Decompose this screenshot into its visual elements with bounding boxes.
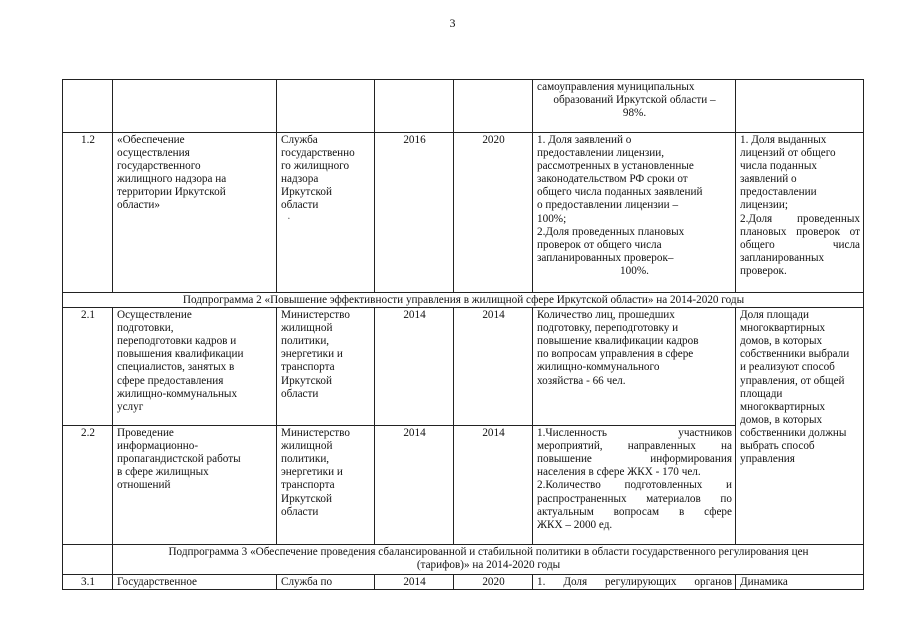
result-line: выбрать способ bbox=[740, 440, 815, 453]
executor-line: жилищной bbox=[281, 322, 333, 335]
executor-line: государственно bbox=[281, 147, 355, 160]
results-cell bbox=[736, 133, 864, 293]
subprogram-row bbox=[63, 545, 864, 575]
result-line: многоквартирных bbox=[740, 322, 826, 335]
executor-line: Иркутской bbox=[281, 186, 332, 199]
executor-line: Министерство bbox=[281, 427, 350, 440]
activity-name-line: специалистов, занятых в bbox=[117, 361, 235, 374]
activity-name-line: повышения квалификации bbox=[117, 348, 244, 361]
result-line: Доля площади bbox=[740, 309, 810, 322]
table-row bbox=[63, 80, 864, 133]
result-line: плановых проверок от bbox=[740, 225, 860, 238]
row-number-cell: 2.1 bbox=[63, 308, 113, 426]
indicator-line: общего числа поданных заявлений bbox=[537, 186, 703, 199]
row-number-cell: 2.2 bbox=[63, 426, 113, 545]
activity-name-line: переподготовки кадров и bbox=[117, 335, 237, 348]
results-cell bbox=[736, 80, 864, 133]
results-cell bbox=[736, 308, 864, 545]
executor-line: области bbox=[281, 199, 319, 212]
activity-name-line: подготовки, bbox=[117, 322, 174, 335]
executor-line: энергетики и bbox=[281, 348, 343, 361]
activity-name-line: области» bbox=[117, 199, 160, 212]
activity-name-line: Проведение bbox=[117, 427, 174, 440]
indicator-line: распространенных материалов по bbox=[537, 492, 732, 505]
subprogram-3-title bbox=[113, 545, 864, 575]
start-year-cell bbox=[375, 80, 454, 133]
indicators-cell bbox=[533, 80, 736, 133]
indicator-line: 2.Доля проведенных плановых bbox=[537, 225, 685, 238]
executor-cell: Служба по bbox=[277, 575, 375, 590]
indicator-line: запланированных проверок– bbox=[537, 251, 674, 264]
start-year-cell: 2014 bbox=[375, 426, 454, 545]
indicators-cell bbox=[533, 575, 736, 590]
row-number-cell: 1.2 bbox=[63, 133, 113, 293]
indicator-line: повышение квалификации кадров bbox=[537, 335, 699, 348]
executor-line: области bbox=[281, 505, 319, 518]
subprogram-row bbox=[63, 293, 864, 308]
indicator-line: законодательством РФ сроки от bbox=[537, 173, 688, 186]
executor-line: Служба bbox=[281, 134, 318, 146]
executor-line: надзора bbox=[281, 173, 319, 186]
executor-line: энергетики и bbox=[281, 466, 343, 479]
executor-line: области bbox=[281, 387, 319, 400]
result-line: домов, в которых bbox=[740, 413, 823, 426]
program-table bbox=[62, 79, 864, 590]
result-line: домов, в которых bbox=[740, 335, 823, 348]
activity-name-line: пропагандистской работы bbox=[117, 453, 241, 466]
indicator-line: 100%; bbox=[537, 212, 567, 225]
table-row bbox=[63, 575, 864, 590]
indicator-line: ЖКХ – 2000 ед. bbox=[537, 518, 613, 531]
indicator-line: 1. Доля заявлений о bbox=[537, 134, 632, 146]
row-number-cell: 3.1 bbox=[63, 575, 113, 590]
result-line: 1. Доля выданных bbox=[740, 134, 827, 146]
result-line: собственники должны bbox=[740, 426, 847, 439]
activity-name-line: «Обеспечение bbox=[117, 134, 185, 146]
indicator-line: актуальным вопросам в сфере bbox=[537, 505, 732, 518]
activity-name-line: территории Иркутской bbox=[117, 186, 226, 199]
executor-line: транспорта bbox=[281, 361, 335, 374]
executor-line: политики, bbox=[281, 453, 330, 466]
indicators-cell bbox=[533, 308, 736, 426]
executor-line: политики, bbox=[281, 335, 330, 348]
result-line: площади bbox=[740, 387, 783, 400]
executor-line: жилищной bbox=[281, 440, 333, 453]
results-cell: Динамика bbox=[736, 575, 864, 590]
executor-cell bbox=[277, 426, 375, 545]
result-line: 2.Доля проведенных bbox=[740, 212, 860, 225]
activity-name-line: жилищно-коммунальных bbox=[117, 387, 238, 400]
activity-name-line: Осуществление bbox=[117, 309, 192, 322]
activity-name-line: государственного bbox=[117, 160, 201, 173]
subprogram-3-line: Подпрограмма 3 «Обеспечение проведения сбалансированной и стабильной политики в области государственного регулирования цен bbox=[168, 546, 809, 559]
indicator-line: проверок от общего числа bbox=[537, 238, 662, 251]
result-line: управления bbox=[740, 453, 795, 466]
activity-name-cell: Государственное bbox=[113, 575, 277, 590]
executor-line: Иркутской bbox=[281, 492, 332, 505]
indicator-line: 100%. bbox=[620, 264, 649, 277]
indicator-line: повышение информирования bbox=[537, 453, 732, 466]
activity-name-cell bbox=[113, 308, 277, 426]
activity-name-line: отношений bbox=[117, 479, 171, 492]
indicator-line: 1.Численность участников bbox=[537, 427, 732, 440]
activity-name-line: жилищного надзора на bbox=[117, 173, 227, 186]
activity-name-line: в сфере жилищных bbox=[117, 466, 209, 479]
end-year-cell: 2014 bbox=[454, 308, 533, 426]
indicators-cell bbox=[533, 426, 736, 545]
executor-line: Иркутской bbox=[281, 374, 332, 387]
result-line: лицензии; bbox=[740, 199, 789, 212]
activity-name-cell bbox=[113, 426, 277, 545]
subprogram-2-title: Подпрограмма 2 «Повышение эффективности управления в жилищной сфере Иркутской области» на 2014-2020 годы bbox=[63, 293, 864, 308]
end-year-cell bbox=[454, 80, 533, 133]
activity-name-line: услуг bbox=[117, 400, 144, 413]
subprogram-3-line: (тарифов)» на 2014-2020 годы bbox=[416, 559, 561, 572]
activity-name-line: сфере предоставления bbox=[117, 374, 224, 387]
indicator-line: мероприятий, направленных на bbox=[537, 440, 732, 453]
indicator-line: рассмотренных в установленные bbox=[537, 160, 694, 173]
start-year-cell: 2014 bbox=[375, 575, 454, 590]
result-line: общего числа bbox=[740, 238, 860, 251]
activity-name-cell bbox=[113, 80, 277, 133]
indicator-line: жилищно-коммунального bbox=[537, 361, 660, 374]
page-number: 3 bbox=[449, 16, 456, 30]
executor-line: Министерство bbox=[281, 309, 350, 322]
result-line: предоставлении bbox=[740, 186, 817, 199]
row-number-cell bbox=[63, 545, 113, 575]
scan-mark: · bbox=[287, 212, 291, 225]
result-line: многоквартирных bbox=[740, 400, 826, 413]
table-row bbox=[63, 133, 864, 293]
indicator-line: по вопросам управления в сфере bbox=[537, 348, 694, 361]
activity-name-cell bbox=[113, 133, 277, 293]
indicator-line: хозяйства - 66 чел. bbox=[537, 374, 626, 387]
indicator-line: 2.Количество подготовленных и bbox=[537, 479, 732, 492]
result-line: собственники выбрали bbox=[740, 348, 850, 361]
indicator-line: подготовку, переподготовку и bbox=[537, 322, 679, 335]
result-line: управления, от общей bbox=[740, 374, 845, 387]
indicator-line: о предоставлении лицензии – bbox=[537, 199, 679, 212]
indicator-line: 1. Доля регулирующих органов bbox=[537, 576, 732, 589]
result-line: лицензий от общего bbox=[740, 147, 836, 160]
result-line: запланированных bbox=[740, 251, 825, 264]
result-line: и реализуют способ bbox=[740, 361, 835, 374]
end-year-cell: 2014 bbox=[454, 426, 533, 545]
indicator-line: образований Иркутской области – bbox=[553, 94, 716, 107]
executor-line: транспорта bbox=[281, 479, 335, 492]
table-row bbox=[63, 308, 864, 426]
result-line: заявлений о bbox=[740, 173, 797, 186]
executor-line: го жилищного bbox=[281, 160, 350, 173]
executor-cell bbox=[277, 80, 375, 133]
start-year-cell: 2014 bbox=[375, 308, 454, 426]
result-line: числа поданных bbox=[740, 160, 817, 173]
row-number-cell bbox=[63, 80, 113, 133]
indicator-line: Количество лиц, прошедших bbox=[537, 309, 675, 322]
result-line: проверок. bbox=[740, 264, 787, 277]
indicator-line: предоставлении лицензии, bbox=[537, 147, 665, 160]
indicator-line: 98%. bbox=[622, 107, 647, 120]
indicator-line: самоуправления муниципальных bbox=[537, 81, 695, 93]
executor-cell bbox=[277, 133, 375, 293]
end-year-cell: 2020 bbox=[454, 575, 533, 590]
start-year-cell: 2016 bbox=[375, 133, 454, 293]
executor-cell bbox=[277, 308, 375, 426]
activity-name-line: осуществления bbox=[117, 147, 190, 160]
indicator-line: населения в сфере ЖКХ - 170 чел. bbox=[537, 466, 701, 479]
indicators-cell bbox=[533, 133, 736, 293]
activity-name-line: информационно- bbox=[117, 440, 199, 453]
end-year-cell: 2020 bbox=[454, 133, 533, 293]
